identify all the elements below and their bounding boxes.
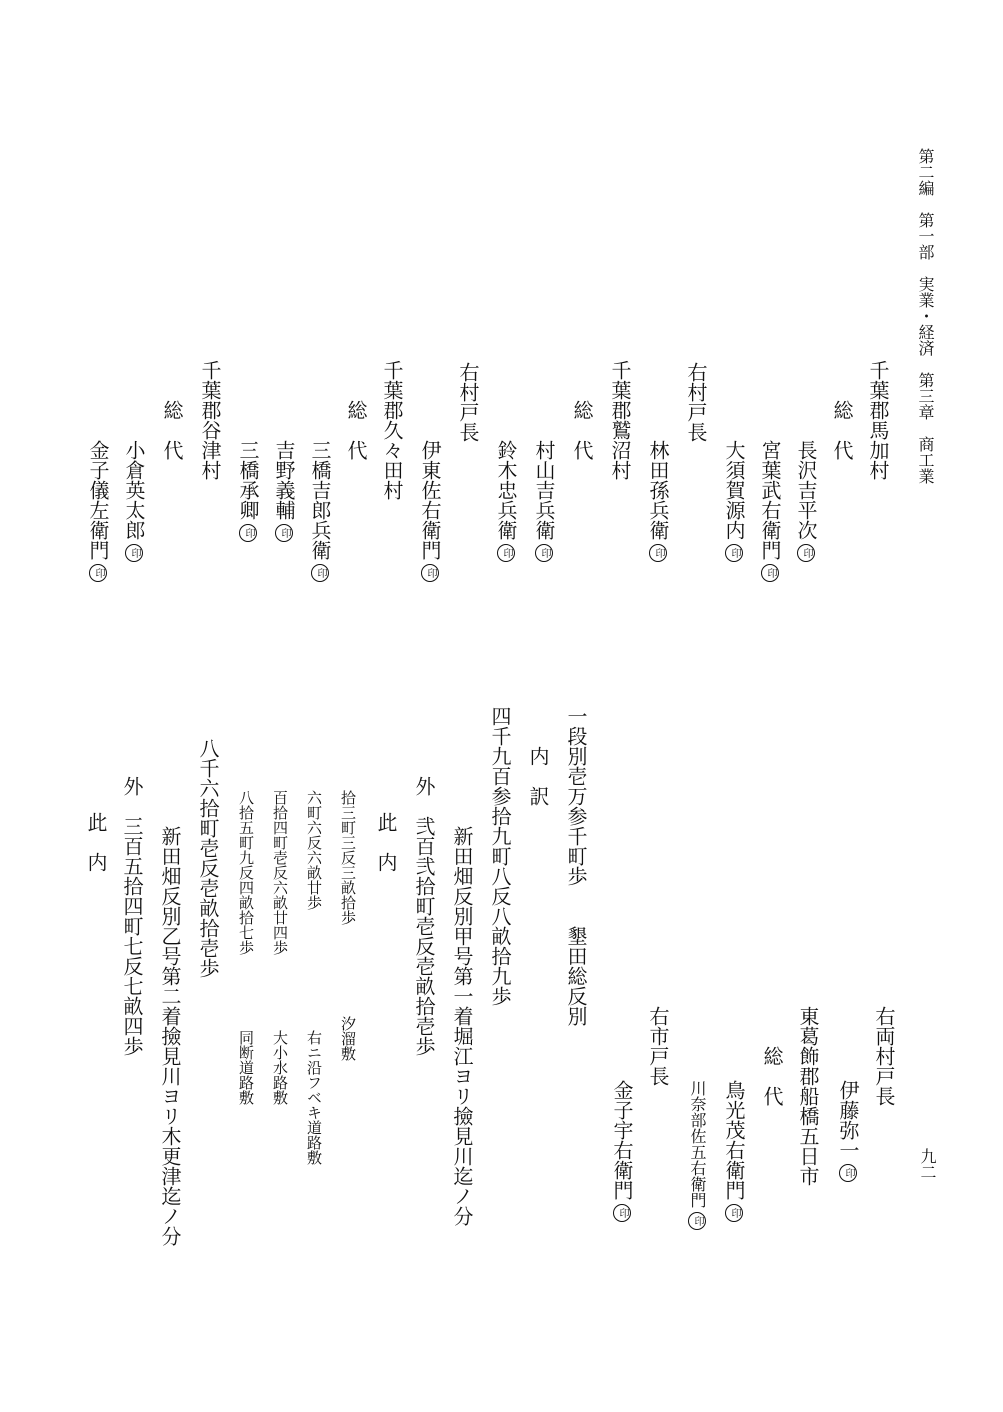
section-label: 内 訳 xyxy=(526,746,550,806)
area-line: 百拾四町壱反六畝廿四歩 xyxy=(271,790,289,955)
area-line: 六町六反六畝廿歩 xyxy=(305,790,323,910)
description-line: 新田畑反別甲号第一着堀江ヨリ撿見川迄ノ分 xyxy=(450,826,474,1226)
signatory-name: 宮葉武右衛門印 xyxy=(760,440,780,582)
seal-mark: 印 xyxy=(725,544,743,562)
role-label: 右市戸長 xyxy=(646,1006,670,1086)
seal-mark: 印 xyxy=(839,1164,857,1182)
seal-mark: 印 xyxy=(613,1204,631,1222)
area-line: 八拾五町九反四畝拾七歩 xyxy=(237,790,255,955)
running-title: 第二編 第一部 実業・経済 第三章 商工業 xyxy=(916,148,935,484)
seal-mark: 印 xyxy=(688,1212,706,1230)
village-name: 千葉郡久々田村 xyxy=(380,360,404,500)
seal-mark: 印 xyxy=(725,1204,743,1222)
signatory-name: 金子儀左衛門印 xyxy=(88,440,108,582)
usage-label: 大小水路敷 xyxy=(271,1030,289,1105)
section-label: 此 内 xyxy=(374,812,398,872)
area-line: 外 弐百弐拾町壱反壱畝拾壱歩 xyxy=(412,776,436,1056)
seal-mark: 印 xyxy=(239,524,257,542)
signatory-name: 村山吉兵衛印 xyxy=(534,440,554,562)
seal-mark: 印 xyxy=(649,544,667,562)
signatory-name: 伊藤弥一印 xyxy=(838,1080,858,1182)
signatory-name: 吉野義輔印 xyxy=(274,440,294,542)
land-total-line: 一段別壱万参千町歩 墾田総反別 xyxy=(564,706,588,1026)
usage-label: 同断道路敷 xyxy=(237,1030,255,1105)
role-label: 総 代 xyxy=(760,1046,784,1106)
village-name: 千葉郡鷲沼村 xyxy=(608,360,632,480)
role-label: 右村戸長 xyxy=(456,362,480,442)
role-label: 総 代 xyxy=(160,400,184,460)
seal-mark: 印 xyxy=(125,544,143,562)
signatory-name: 三橋承卿印 xyxy=(238,440,258,542)
signatory-name: 小倉英太郎印 xyxy=(124,440,144,562)
usage-label: 汐溜敷 xyxy=(339,1016,357,1061)
seal-mark: 印 xyxy=(421,564,439,582)
seal-mark: 印 xyxy=(761,564,779,582)
page-number: 九二 xyxy=(918,1148,937,1180)
signatory-name: 大須賀源内印 xyxy=(724,440,744,562)
signatory-name: 林田孫兵衛印 xyxy=(648,440,668,562)
seal-mark: 印 xyxy=(497,544,515,562)
signatory-name: 伊東佐右衛門印 xyxy=(420,440,440,582)
seal-mark: 印 xyxy=(535,544,553,562)
role-label: 右両村戸長 xyxy=(872,1006,896,1106)
area-line: 外 三百五拾四町七反七畝四歩 xyxy=(120,776,144,1056)
signatory-name: 鳥光茂右衛門印 xyxy=(724,1080,744,1222)
village-name: 千葉郡谷津村 xyxy=(198,360,222,480)
role-label: 右村戸長 xyxy=(684,362,708,442)
role-label: 総 代 xyxy=(570,400,594,460)
area-line: 八千六拾町壱反壱畝拾壱歩 xyxy=(196,738,220,978)
role-label: 総 代 xyxy=(344,400,368,460)
signatory-name: 三橋吉郎兵衛印 xyxy=(310,440,330,582)
seal-mark: 印 xyxy=(311,564,329,582)
area-line: 四千九百参拾九町八反八畝拾九歩 xyxy=(488,706,512,1006)
signatory-name: 金子宇右衛門印 xyxy=(612,1080,632,1222)
seal-mark: 印 xyxy=(89,564,107,582)
description-line: 新田畑反別乙号第二着撿見川ヨリ木更津迄ノ分 xyxy=(158,826,182,1246)
signatory-name: 川奈部佐五右衛門印 xyxy=(688,1080,706,1230)
seal-mark: 印 xyxy=(275,524,293,542)
signatory-name: 長沢吉平次印 xyxy=(796,440,816,562)
role-label: 総 代 xyxy=(830,400,854,460)
usage-label: 右ニ沿フベキ道路敷 xyxy=(305,1030,323,1165)
place-name: 東葛飾郡船橋五日市 xyxy=(796,1006,820,1186)
signatory-name: 鈴木忠兵衛印 xyxy=(496,440,516,562)
section-label: 此 内 xyxy=(84,812,108,872)
area-line: 拾三町三反三畝拾歩 xyxy=(339,790,357,925)
seal-mark: 印 xyxy=(797,544,815,562)
village-name: 千葉郡馬加村 xyxy=(866,360,890,480)
